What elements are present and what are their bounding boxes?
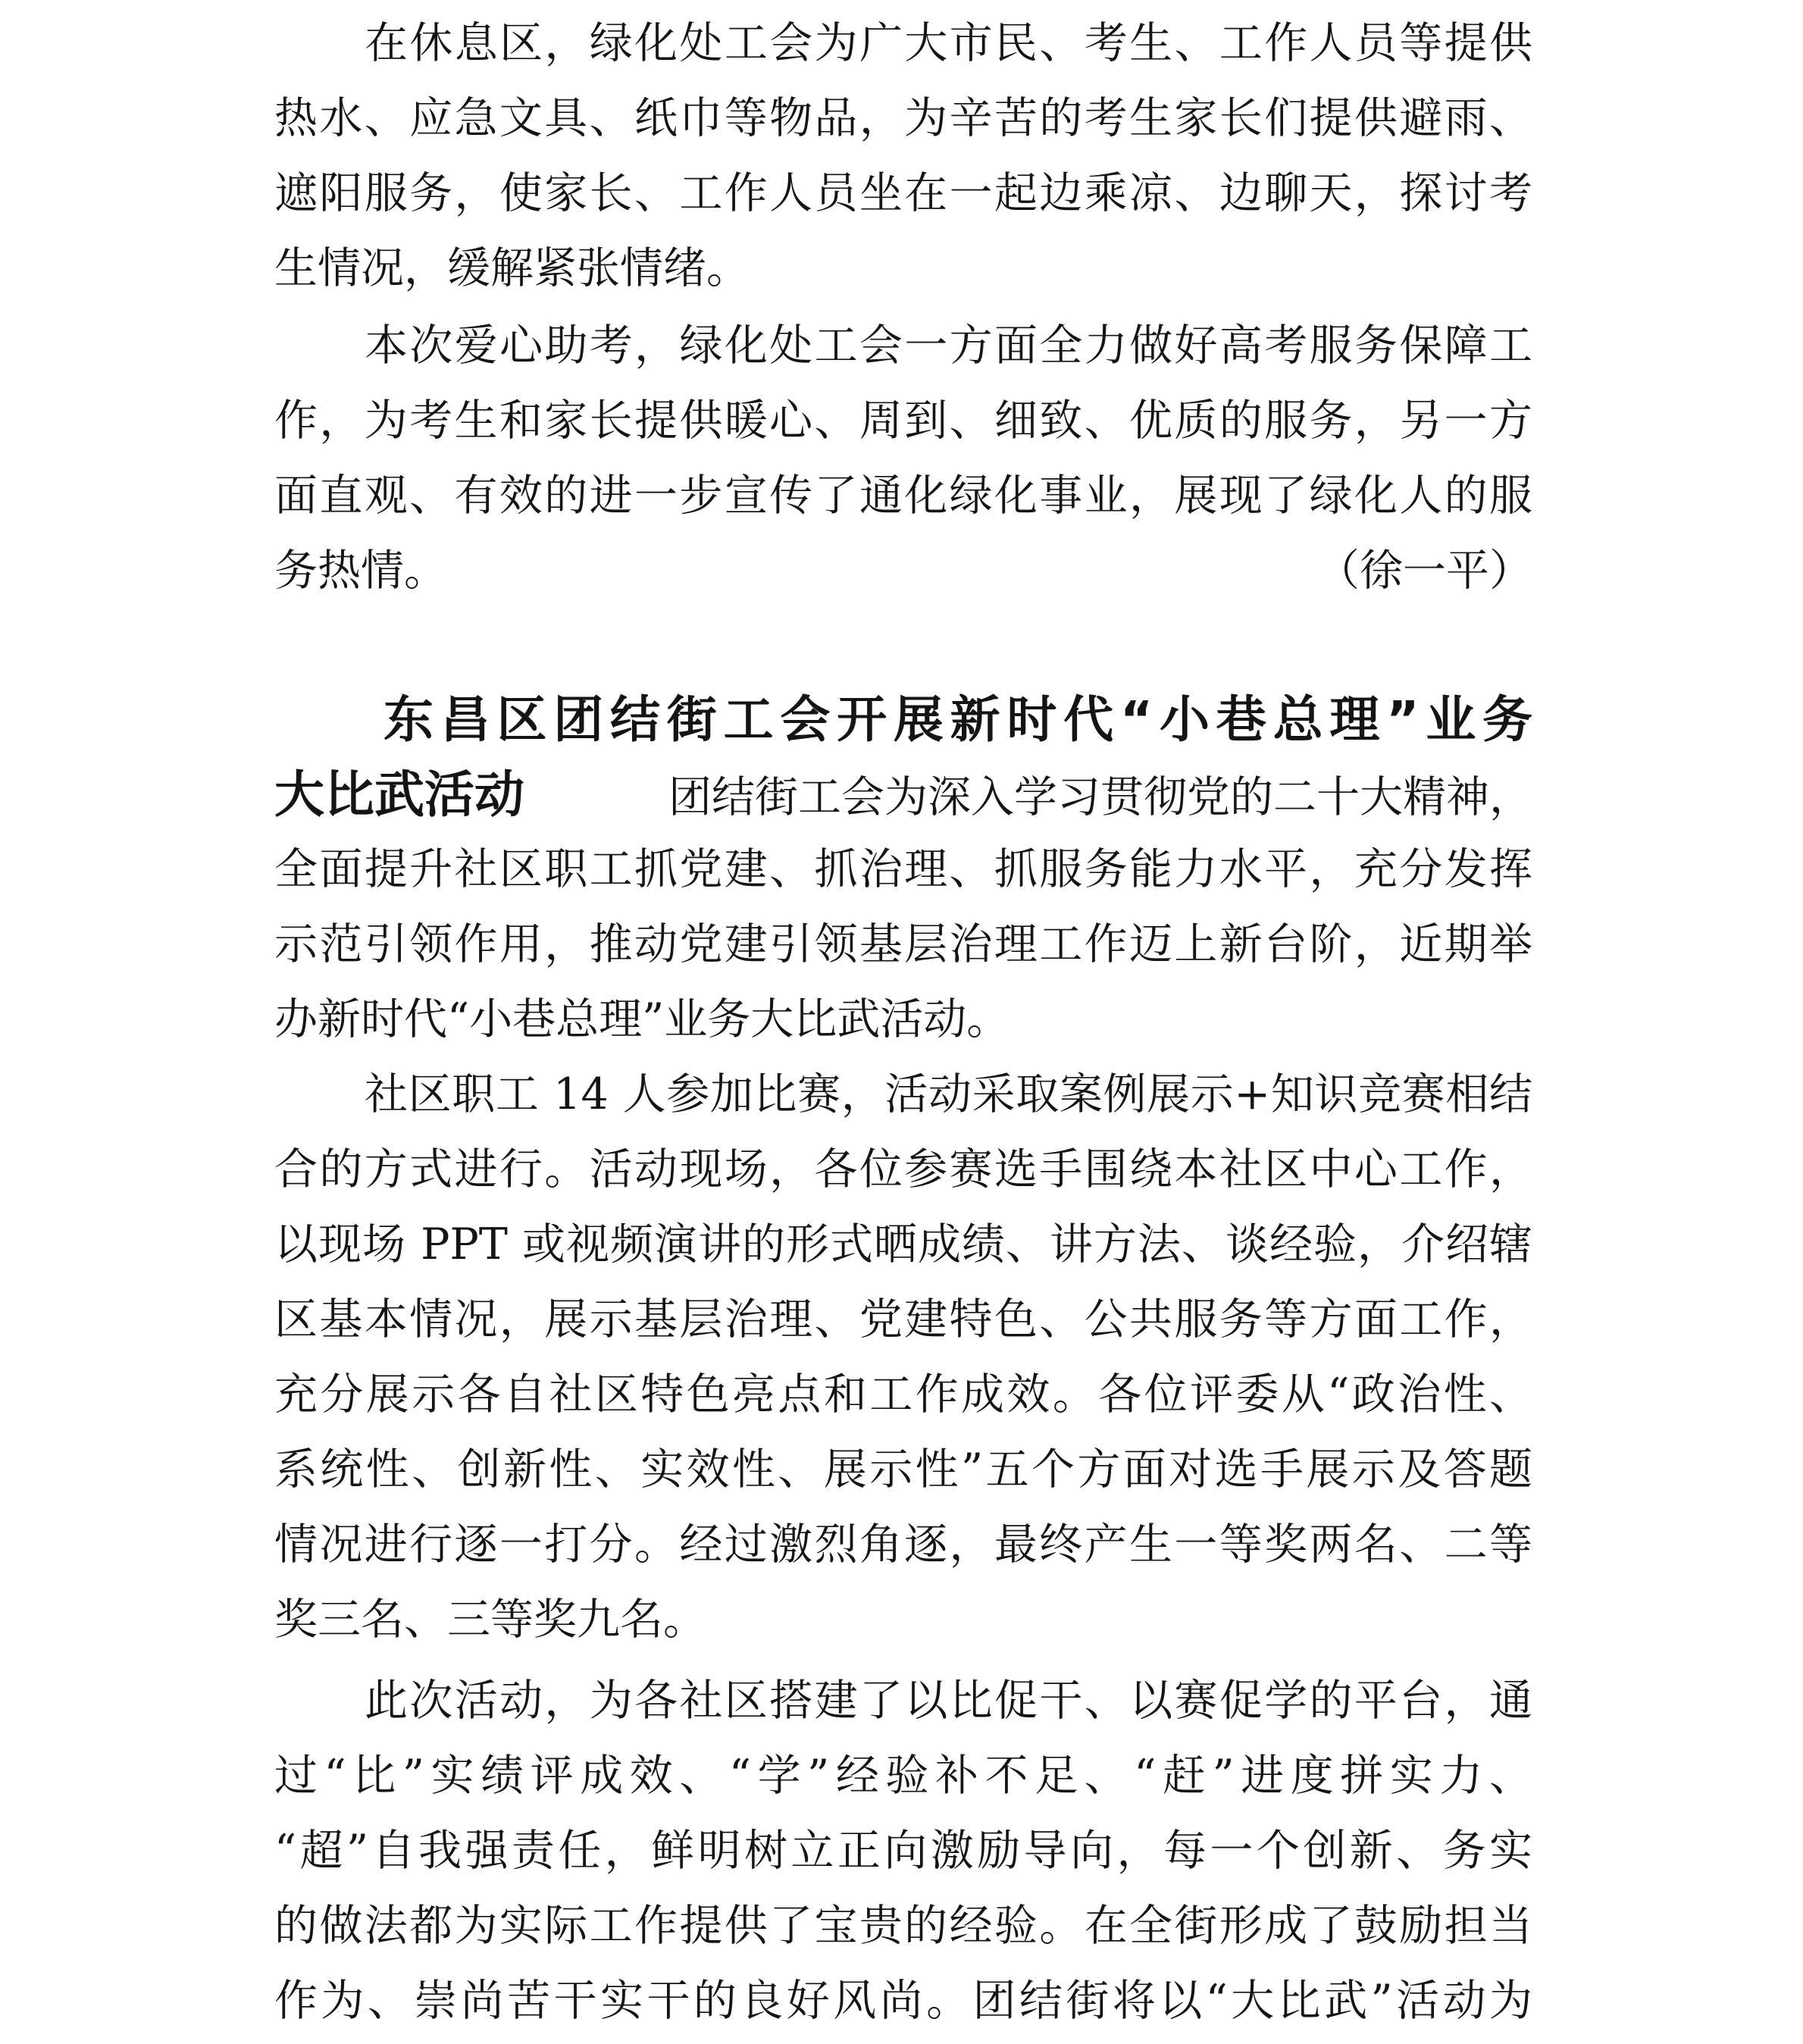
- text-line: 办新时代“小巷总理”业务大比武活动。: [274, 994, 1010, 1044]
- text-line: 全面提升社区职工抓党建、抓治理、抓服务能力水平，充分发挥: [274, 844, 1532, 894]
- text-line: 社区职工 14 人参加比赛，活动采取案例展示+知识竞赛相结: [365, 1069, 1532, 1119]
- text-line: 本次爱心助考，绿化处工会一方面全力做好高考服务保障工: [365, 321, 1532, 371]
- text-line: 情况进行逐一打分。经过激烈角逐，最终产生一等奖两名、二等: [274, 1520, 1532, 1570]
- text-line: 区基本情况，展示基层治理、党建特色、公共服务等方面工作，: [274, 1294, 1532, 1344]
- text-line: 面直观、有效的进一步宣传了通化绿化事业，展现了绿化人的服: [274, 471, 1532, 521]
- article-title-continued: 大比武活动: [274, 765, 524, 824]
- article2-heading: [274, 682, 1532, 832]
- text-line: 过“比”实绩评成效、“学”经验补不足、“赶”进度拼实力、: [274, 1751, 1532, 1801]
- text-line: 生情况，缓解紧张情绪。: [274, 243, 750, 293]
- text-line: 充分展示各自社区特色亮点和工作成效。各位评委从“政治性、: [274, 1369, 1532, 1420]
- text-line: 奖三名、三等奖九名。: [274, 1595, 706, 1645]
- article-title: 东昌区团结街工会开展新时代“小巷总理”业务: [383, 690, 1532, 749]
- article1-paragraph-2: [274, 308, 1532, 609]
- text-line: “超”自我强责任，鲜明树立正向激励导向，每一个创新、务实: [274, 1826, 1532, 1876]
- closing-line: [274, 534, 1532, 609]
- text-line: 作为、崇尚苦干实干的良好风尚。团结街将以“大比武”活动为: [274, 1976, 1532, 2026]
- text-line: 务热情。: [274, 546, 447, 596]
- text-line: 的做法都为实际工作提供了宝贵的经验。在全街形成了鼓励担当: [274, 1901, 1532, 1951]
- text-line: 以现场 PPT 或视频演讲的形式晒成绩、讲方法、谈经验，介绍辖: [274, 1219, 1532, 1269]
- article2-paragraph-2: [274, 1057, 1532, 1657]
- text-line: 在休息区，绿化处工会为广大市民、考生、工作人员等提供: [365, 18, 1532, 68]
- author-signature: （徐一平）: [1316, 546, 1532, 596]
- article2-paragraph-3: [274, 1664, 1532, 2039]
- text-line: 此次活动，为各社区搭建了以比促干、以赛促学的平台，通: [365, 1676, 1532, 1726]
- lead-text: 团结街工会为深入学习贯彻党的二十大精神，: [668, 772, 1532, 822]
- text-line: 作，为考生和家长提供暖心、周到、细致、优质的服务，另一方: [274, 396, 1532, 446]
- article2-paragraph-1: [274, 832, 1532, 1057]
- article1-paragraph-1: [274, 6, 1532, 306]
- text-line: 系统性、创新性、实效性、展示性”五个方面对选手展示及答题: [274, 1445, 1532, 1495]
- text-line: 合的方式进行。活动现场，各位参赛选手围绕本社区中心工作，: [274, 1144, 1532, 1194]
- text-line: 热水、应急文具、纸巾等物品，为辛苦的考生家长们提供避雨、: [274, 93, 1532, 143]
- text-line: 示范引领作用，推动党建引领基层治理工作迈上新台阶，近期举: [274, 919, 1532, 969]
- title-and-lead-line: [274, 757, 1532, 832]
- text-line: 遮阳服务，使家长、工作人员坐在一起边乘凉、边聊天，探讨考: [274, 168, 1532, 218]
